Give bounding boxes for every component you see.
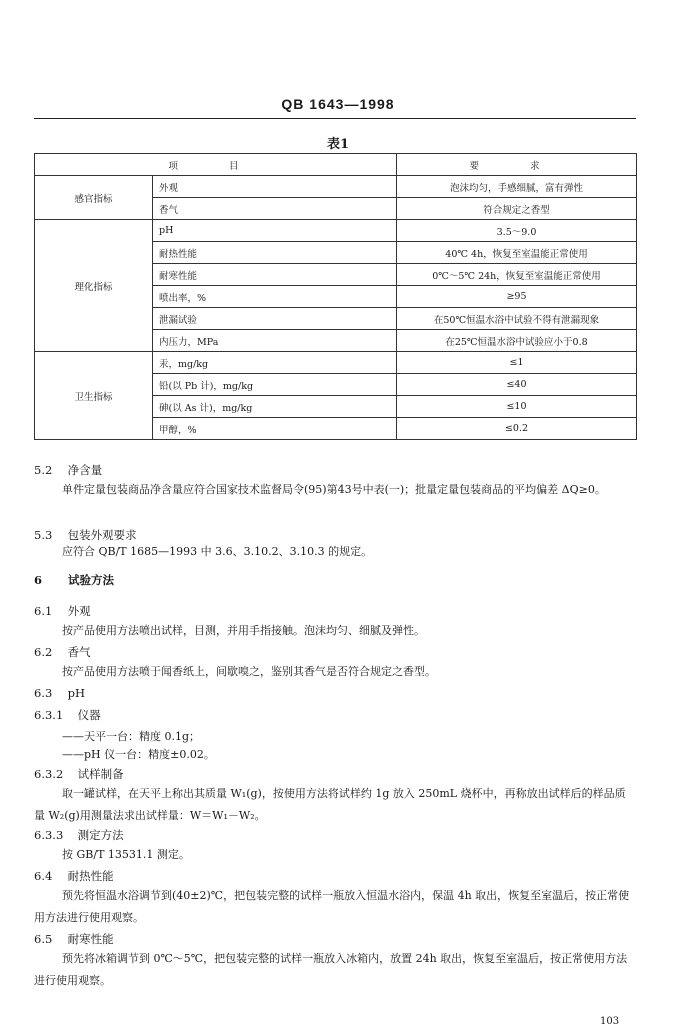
requirement-cell: ≤40 [397,374,637,396]
item-cell: 耐热性能 [153,242,397,264]
section-6-3-2-paragraph: 取一罐试样，在天平上称出其质量 W₁(g)，按使用方法将试样约 1g 放入 250mL 烧杯中，再称放出试样后的样品质量 W₂(g)用测量法求出试样量：W＝W₁－W₂。 [34,787,626,822]
section-title: 香气 [67,645,91,659]
section-title: 包装外观要求 [67,528,137,542]
requirement-cell: 符合规定之香型 [397,198,637,220]
section-title: 外观 [67,604,91,618]
section-title: 仪器 [77,708,101,722]
item-cell: 外观 [153,176,397,198]
section-title: 试验方法 [68,573,115,587]
section-title: 耐热性能 [67,869,114,883]
item-cell: 砷(以 As 计)，mg/kg [153,396,397,418]
item-cell: 汞，mg/kg [153,352,397,374]
requirement-cell: 3.5～9.0 [397,220,637,242]
item-cell: 甲醇，% [153,418,397,440]
table-header-row [35,154,637,176]
section-number: 6 [34,573,43,587]
section-title: pH [67,686,86,700]
requirement-cell: 在50℃恒温水浴中试验不得有泄漏现象 [397,308,637,330]
section-number: 6.3.3 [34,828,64,842]
category-cell: 感官指标 [35,176,153,220]
category-cell: 理化指标 [35,220,153,352]
section-number: 6.3 [34,686,53,700]
table-row [35,220,637,242]
section-number: 6.4 [34,869,53,883]
section-6-3-heading [34,685,85,701]
section-title: 试样制备 [77,767,124,781]
section-5-3-paragraph: 应符合 QB/T 1685—1993 中 3.6、3.10.2、3.10.3 的规定。 [62,545,373,558]
instrument-list-item: ——天平一台：精度 0.1g； [62,730,201,743]
section-6-4-heading [34,868,114,884]
category-cell: 卫生指标 [35,352,153,440]
requirement-cell: ≤0.2 [397,418,637,440]
section-6-3-2-heading [34,766,124,782]
section-6-3-3-heading [34,827,124,843]
requirement-cell: 泡沫均匀，手感细腻，富有弹性 [397,176,637,198]
section-6-2-paragraph: 按产品使用方法喷于闻香纸上，间歇嗅之，鉴别其香气是否符合规定之香型。 [62,665,436,678]
requirement-cell: 在25℃恒温水浴中试验应小于0.8 [397,330,637,352]
table-row [35,176,637,198]
section-6-5-paragraph: 预先将冰箱调节到 0℃～5℃，把包装完整的试样一瓶放入冰箱内，放置 24h 取出，恢复至室温后，按正常使用方法进行使用观察。 [34,952,628,987]
section-number: 6.5 [34,932,53,946]
section-6-3-1-heading [34,707,101,723]
table-row [35,352,637,374]
section-number: 5.2 [34,463,53,477]
requirement-cell: ≥95 [397,286,637,308]
document-header-title: QB 1643—1998 [281,96,395,112]
section-number: 6.1 [34,604,53,618]
instrument-list-item: ——pH 仪一台：精度±0.02。 [62,748,215,761]
requirement-cell: 0℃～5℃ 24h，恢复至室温能正常使用 [397,264,637,286]
section-6-1-heading [34,603,91,619]
requirement-cell: ≤10 [397,396,637,418]
section-5-2-heading [34,462,102,478]
item-cell: 泄漏试验 [153,308,397,330]
section-6-2-heading [34,644,91,660]
header-rule [34,118,636,119]
spec-table [34,153,637,440]
requirement-cell: 40℃ 4h，恢复至室温能正常使用 [397,242,637,264]
item-cell: 喷出率，% [153,286,397,308]
section-6-3-3-paragraph: 按 GB/T 13531.1 测定。 [62,848,190,861]
page-number: 103 [600,1016,620,1027]
section-5-2-paragraph: 单件定量包装商品净含量应符合国家技术监督局令(95)第43号中表(一)；批量定量包装商品的平均偏差 ΔQ≥0。 [62,483,606,496]
section-number: 6.2 [34,645,53,659]
section-title: 测定方法 [77,828,124,842]
section-number: 6.3.2 [34,767,64,781]
section-title: 净含量 [67,463,103,477]
section-6-4-paragraph: 预先将恒温水浴调节到(40±2)℃，把包装完整的试样一瓶放入恒温水浴内，保温 4h 取出，恢复至室温后，按正常使用方法进行使用观察。 [34,889,630,924]
section-number: 5.3 [34,528,53,542]
requirement-cell: ≤1 [397,352,637,374]
section-title: 耐寒性能 [67,932,114,946]
item-cell: 铅(以 Pb 计)，mg/kg [153,374,397,396]
item-cell: 香气 [153,198,397,220]
column-header-item: 项 目 [35,154,397,176]
column-header-requirement: 要 求 [397,154,637,176]
item-cell: 内压力，MPa [153,330,397,352]
section-6-5-heading [34,931,114,947]
section-6-heading [34,572,114,588]
section-6-1-paragraph: 按产品使用方法喷出试样，目测，并用手指接触。泡沫均匀、细腻及弹性。 [62,624,425,637]
item-cell: 耐寒性能 [153,264,397,286]
item-cell: pH [153,220,397,242]
section-number: 6.3.1 [34,708,64,722]
table-caption: 表1 [326,137,350,152]
